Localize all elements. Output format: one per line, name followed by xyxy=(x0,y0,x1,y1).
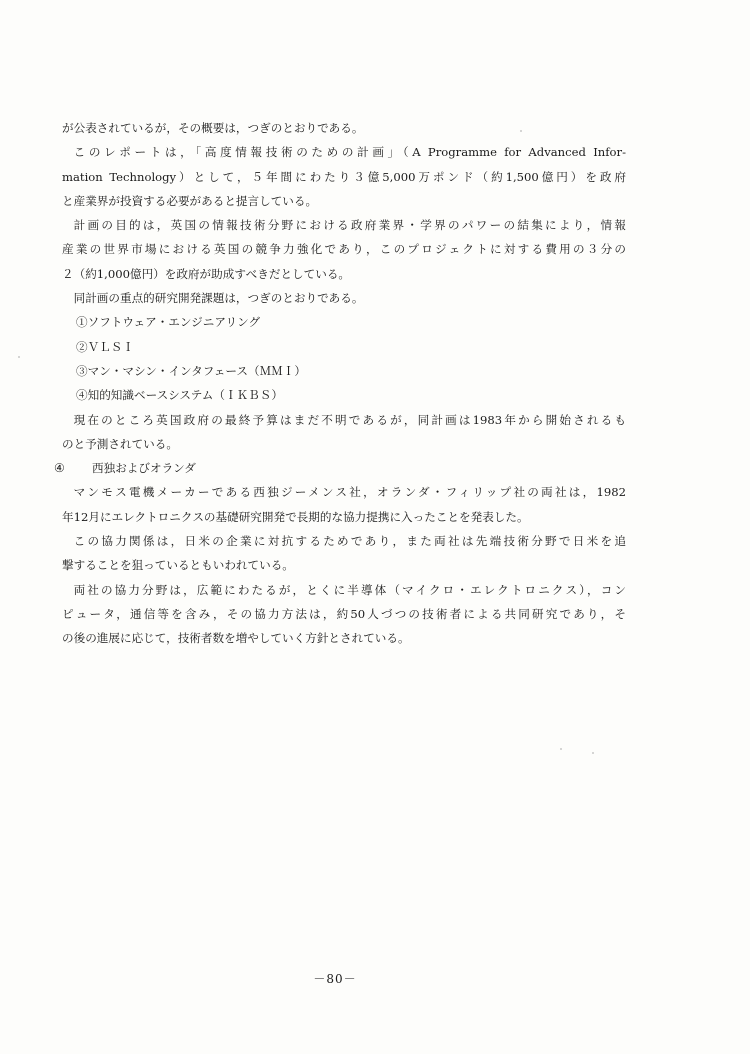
paragraph-line: この協力関係は，日米の企業に対抗するためであり，また両社は先端技術分野で日米を追 xyxy=(73,534,626,549)
paragraph-line: 両社の協力分野は，広範にわたるが，とくに半導体（マイクロ・エレクトロニクス），コン xyxy=(73,582,626,597)
paragraph-line: と産業界が投資する必要があると提言している。 xyxy=(62,193,318,208)
scan-speck xyxy=(560,748,562,750)
list-item: ③マン・マシン・インタフェース（ＭＭＩ） xyxy=(76,363,306,378)
list-item: ④知的知識ベースシステム（ＩＫＢＳ） xyxy=(76,388,283,403)
paragraph-line: このレポートは，「高度情報技術のための計画」（A Programme for Advanced Infor- xyxy=(73,145,626,160)
body-text xyxy=(54,116,626,651)
section-marker: ④ xyxy=(54,461,65,476)
paragraph-line: 年12月にエレクトロニクスの基礎研究開発で長期的な協力提携に入ったことを発表した。 xyxy=(62,509,529,524)
paragraph-line: マンモス電機メーカーである西独ジーメンス社，オランダ・フィリップ社の両社は，1982 xyxy=(73,485,626,500)
scan-speck xyxy=(520,130,522,132)
section-title: 西独およびオランダ xyxy=(92,461,196,476)
scan-speck xyxy=(18,356,20,358)
page-number: －80－ xyxy=(313,972,357,986)
list-item: ①ソフトウェア・エンジニアリング xyxy=(76,315,261,330)
scan-speck xyxy=(592,752,594,754)
list-item: ②ＶＬＳＩ xyxy=(76,339,134,354)
paragraph-line: 産業の世界市場における英国の競争力強化であり，このプロジェクトに対する費用の３分の xyxy=(62,242,626,257)
paragraph-line: のと予測されている。 xyxy=(62,436,178,451)
section-heading xyxy=(54,456,626,480)
paragraph-line: ピュータ，通信等を含み，その協力方法は，約50人づつの技術者による共同研究であり，そ xyxy=(62,606,626,621)
paragraph-line: の後の進展に応じて，技術者数を増やしていく方針とされている。 xyxy=(62,631,410,646)
paragraph-line: 撃することを狙っているともいわれている。 xyxy=(62,558,294,573)
paragraph-line: mation Technology）として，５年間にわたり３億5,000万ポンド（約1,500億円）を政府 xyxy=(62,169,626,184)
paragraph-line: 同計画の重点的研究開発課題は，つぎのとおりである。 xyxy=(73,291,364,306)
paragraph-line: 計画の目的は，英国の情報技術分野における政府業界・学界のパワーの結集により，情報 xyxy=(73,218,626,233)
paragraph-line: ２（約1,000億円）を政府が助成すべきだとしている。 xyxy=(62,266,351,281)
paragraph-line: 現在のところ英国政府の最終予算はまだ不明であるが，同計画は1983年から開始されるも xyxy=(73,412,626,427)
paragraph-line: が公表されているが，その概要は，つぎのとおりである。 xyxy=(62,121,364,135)
